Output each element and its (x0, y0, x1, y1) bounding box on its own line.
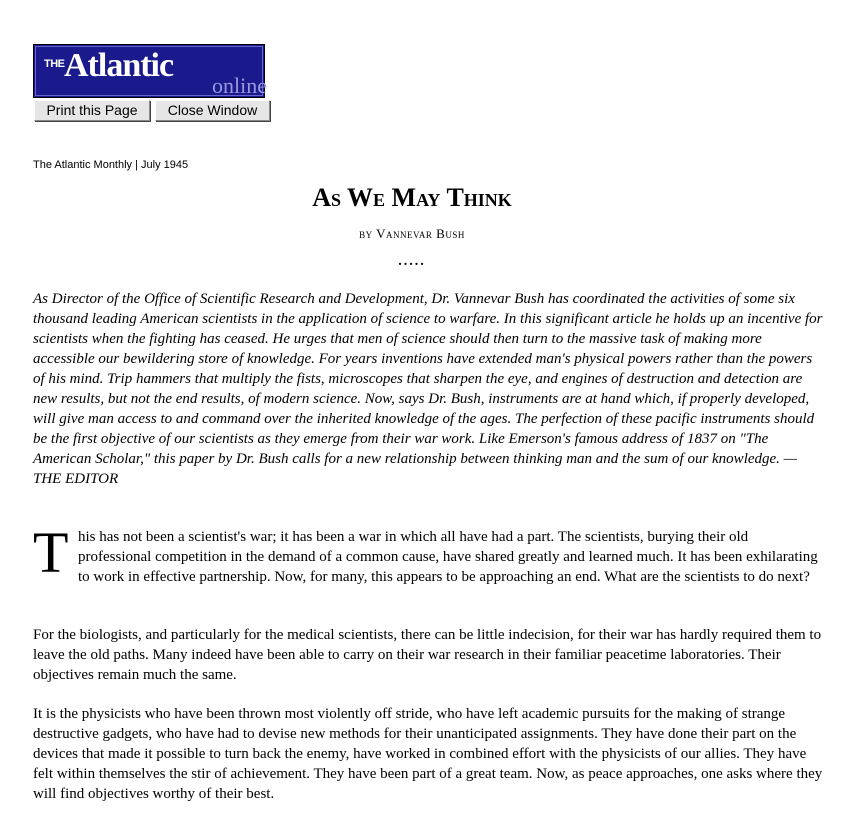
logo-the: THE (44, 58, 65, 70)
section-separator: ..... (398, 254, 426, 269)
print-page-button[interactable]: Print this Page (34, 100, 150, 121)
atlantic-online-logo[interactable] (33, 44, 265, 98)
paragraph-3: It is the physicists who have been thrown most violently off stride, who have left academic pursuits for the making of strange destructive gadgets, who have had to devise new methods for their unanticipated assignments. They have done their part on the devices that made it possible to turn back the enemy, have worked in combined effort with the physicists of our allies. They have felt within themselves the stir of achievement. They have been part of a great team. Now, as peace approaches, one asks where they will find objectives worthy of their best. (33, 706, 823, 802)
article-title: As We May Think (312, 183, 512, 212)
article-byline: by Vannevar Bush (359, 226, 465, 241)
editor-lede: As Director of the Office of Scientific Research and Development, Dr. Vannevar Bush has coordinated the activities of some six thousand leading American scientists in the application of science to warfare. In this significant article he holds up an incentive for scientists when the fighting has ceased. He urges that men of science should then turn to the massive task of making more accessible our bewildering store of knowledge. For years inventions have extended man's physical powers rather than the powers of his mind. Trip hammers that multiply the fists, microscopes that sharpen the eye, and engines of destruction and detection are new results, but not the end results, of modern science. Now, says Dr. Bush, instruments are at hand which, if properly developed, will give man access to and command over the inherited knowledge of the ages. The perfection of these pacific instruments should be the first objective of our scientists as they emerge from their war work. Like Emerson's famous address of 1837 on "The American Scholar," this paper by Dr. Bush calls for a new relationship between thinking man and the sum of our knowledge. —THE EDITOR (33, 291, 823, 487)
logo-online: online (212, 73, 267, 98)
dateline: The Atlantic Monthly | July 1945 (33, 159, 189, 171)
logo-atlantic: Atlantic (64, 47, 174, 84)
paragraph-1: his has not been a scientist's war; it has been a war in which all have had a part. The scientists, burying their old professional competition in the demand of a common cause, have shared greatly and learned much. It has been exhilarating to work in effective partnership. Now, for many, this appears to be approaching an end. What are the scientists to do next? (78, 529, 818, 585)
drop-cap: T (33, 520, 69, 585)
paragraph-2: For the biologists, and particularly for the medical scientists, there can be little indecision, for their war has hardly required them to leave the old paths. Many indeed have been able to carry on their war research in their familiar peacetime laboratories. Their objectives remain much the same. (33, 627, 822, 683)
close-window-button[interactable]: Close Window (155, 100, 270, 121)
first-paragraph-block (33, 520, 823, 587)
